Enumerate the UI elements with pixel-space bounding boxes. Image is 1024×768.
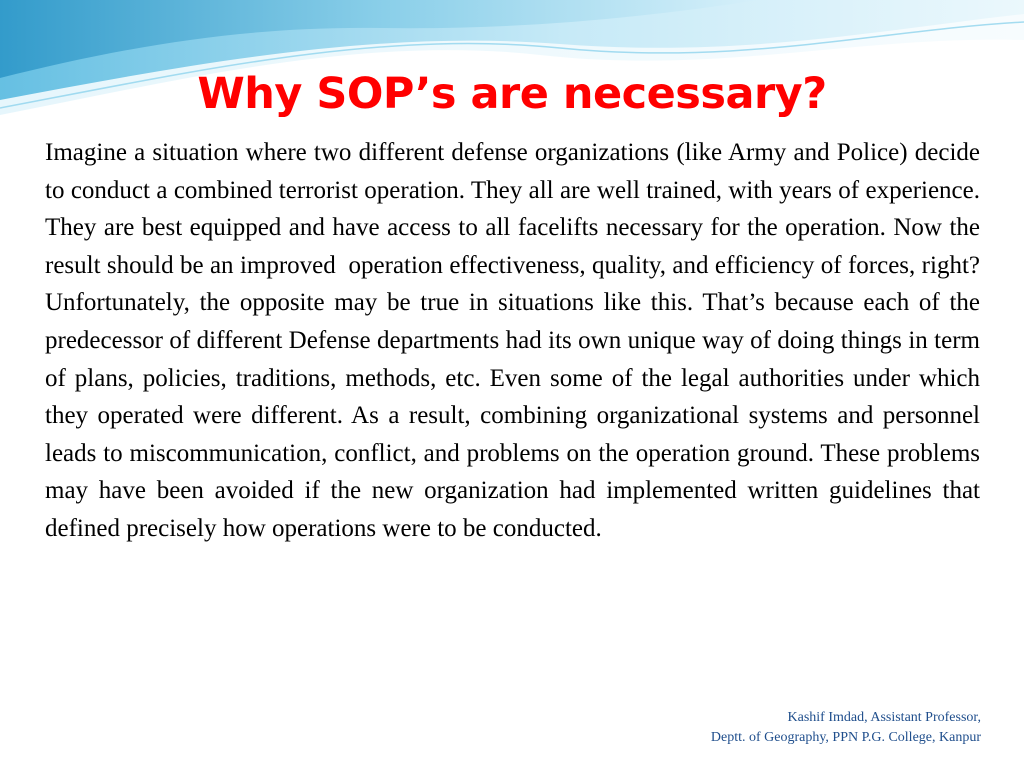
credit-line-author: Kashif Imdad, Assistant Professor, [787,710,981,725]
credit-line-department: Deptt. of Geography, PPN P.G. College, Kanpur [710,730,981,745]
slide-title: Why SOP’s are necessary? [197,69,827,119]
body-paragraph: Imagine a situation where two different defense organizations (like Army and Police) decide to conduct a combined terrorist operation. They all are well trained, with years of experience. They are best equipped and have access to all facelifts necessary for the operation. Now the result should be an improved operation effectiveness, quality, and efficiency of forces, right? Unfortunately, the opposite may be true in situations like this. That’s because each of the predecessor of different Defense departments had its own unique way of doing things in term of plans, policies, traditions, methods, etc. Even some of the legal authorities under which they operated were different. As a result, combining organizational systems and personnel leads to miscommunication, conflict, and problems on the operation ground. These problems may have been avoided if the new organization had implemented written guidelines that defined precisely how operations were to be conducted. [45,139,987,542]
author-credit [711,708,981,748]
